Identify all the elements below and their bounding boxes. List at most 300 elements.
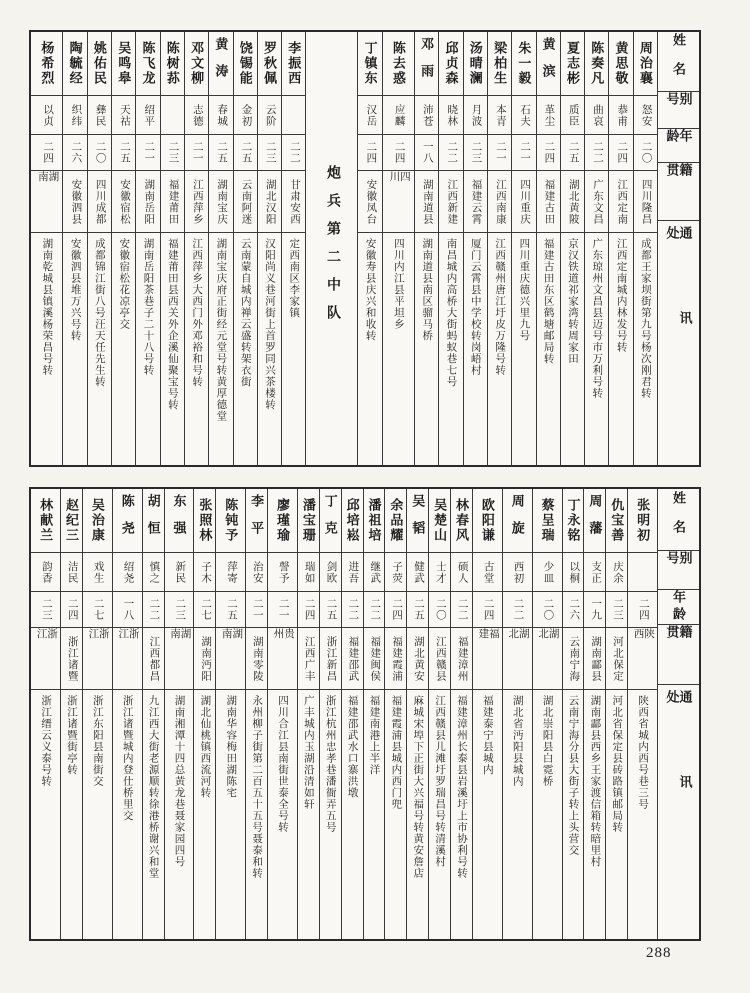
name-cell [473, 489, 502, 553]
native-cell [488, 171, 511, 233]
alias-cell [585, 96, 608, 135]
address-cell [407, 690, 428, 939]
person-column [627, 489, 657, 939]
person-column [532, 489, 562, 939]
person-age: 二三 [470, 141, 482, 164]
native-cell [561, 171, 584, 233]
person-address: 江西赣州唐江圩皮万隆号转 [494, 238, 506, 376]
person-alias: 志德 [191, 103, 203, 127]
header-native-label: 籍贯 [664, 624, 693, 658]
person-age: 二四 [616, 141, 628, 164]
person-native: 湖北 [507, 628, 529, 661]
person-column [406, 489, 428, 939]
person-alias: 庆余 [611, 560, 623, 584]
native-cell [533, 628, 562, 690]
native-cell [112, 171, 135, 233]
person-alias: 质臣 [567, 103, 579, 127]
person-alias: 进吾 [347, 560, 359, 584]
address-cell [63, 233, 86, 465]
native-cell [606, 628, 627, 690]
person-column [502, 489, 532, 939]
native-cell [429, 628, 450, 690]
person-address: 湖南湘潭十四总黄龙巷聂家园四号 [173, 695, 185, 868]
address-cell [88, 233, 111, 465]
person-alias: 革尘 [543, 103, 555, 127]
native-cell [385, 628, 406, 690]
age-cell [209, 135, 232, 171]
address-cell [298, 690, 319, 939]
alias-cell [31, 553, 60, 592]
person-age: 二四 [393, 141, 405, 164]
person-column [164, 489, 194, 939]
person-alias: 慎之 [148, 560, 160, 584]
person-alias: 云阶 [264, 103, 276, 127]
person-native: 云南阿迷 [240, 178, 252, 225]
name-cell [246, 489, 267, 553]
person-native: 湖北黄安 [412, 635, 424, 682]
age-cell [464, 135, 487, 171]
person-name: 黄滨 [540, 36, 556, 91]
person-name: 黄思敬 [613, 41, 629, 86]
native-cell [451, 628, 472, 690]
person-age: 二一 [519, 141, 531, 164]
name-cell [31, 489, 60, 553]
address-cell [634, 233, 657, 465]
age-cell [383, 135, 414, 171]
person-name: 潘宝珊 [300, 498, 316, 543]
person-age: 二四 [543, 141, 555, 164]
person-age: 一八 [421, 141, 433, 164]
person-name: 吴治康 [89, 498, 105, 543]
address-cell [585, 233, 608, 465]
name-cell [451, 489, 472, 553]
name-cell [209, 32, 232, 96]
person-name: 吴韬 [410, 493, 426, 548]
person-native: 四川成都 [94, 178, 106, 225]
person-column [160, 32, 184, 465]
person-age: 二一 [143, 141, 155, 164]
person-column [536, 32, 560, 465]
alias-cell [537, 96, 560, 135]
person-column [605, 489, 627, 939]
person-name: 姚佑民 [91, 41, 107, 86]
person-alias: 健武 [412, 560, 424, 584]
person-column [111, 32, 135, 465]
person-address: 陕西省城内西号巷三号 [637, 695, 649, 810]
person-column [584, 32, 608, 465]
unit-label-cell [306, 32, 357, 465]
address-cell [282, 233, 305, 465]
person-alias: 本青 [494, 103, 506, 127]
age-cell [512, 135, 535, 171]
alias-cell [606, 553, 627, 592]
alias-cell [473, 553, 502, 592]
native-cell [634, 171, 657, 233]
alias-cell [383, 96, 414, 135]
name-cell [83, 489, 112, 553]
person-column [215, 489, 245, 939]
person-native: 湖南 [168, 628, 191, 661]
person-name: 邱培崧 [344, 498, 360, 543]
alias-cell [563, 553, 584, 592]
person-native: 福建闽侯 [369, 635, 381, 682]
name-cell [584, 489, 605, 553]
person-column [193, 489, 215, 939]
header-alias-cell [658, 92, 699, 129]
native-cell [185, 171, 208, 233]
header-name-cell [658, 32, 699, 92]
age-cell [533, 592, 562, 628]
address-cell [246, 690, 267, 939]
native-cell [320, 628, 341, 690]
header-age-cell [658, 590, 699, 625]
header-native-label: 籍贯 [664, 162, 693, 196]
person-age: 二〇 [94, 141, 106, 164]
person-age: 一八 [122, 598, 134, 621]
name-cell [385, 489, 406, 553]
address-cell [31, 233, 62, 465]
person-native: 福建霞浦 [391, 635, 403, 682]
person-name: 廖瑾瑜 [274, 498, 290, 543]
age-cell [63, 135, 86, 171]
person-name: 丁永铭 [565, 498, 581, 543]
address-cell [503, 690, 532, 939]
person-address: 成都王家坝街第九号杨次刚君转 [639, 238, 651, 399]
person-native: 湖北黄陂 [567, 178, 579, 225]
name-cell [488, 32, 511, 96]
age-cell [606, 592, 627, 628]
person-native: 甘肃安西 [289, 178, 301, 225]
person-address: 福建莆田县西关外企溪仙聚宝号转 [166, 238, 178, 411]
age-cell [415, 135, 438, 171]
alias-cell [533, 553, 562, 592]
person-age: 二四 [482, 598, 494, 621]
header-alias-cell [658, 551, 699, 589]
person-column [428, 489, 450, 939]
native-cell [88, 171, 111, 233]
alias-cell [209, 96, 232, 135]
person-alias: 瑞如 [303, 560, 315, 584]
age-cell [112, 135, 135, 171]
name-cell [585, 32, 608, 96]
alias-cell [268, 553, 297, 592]
person-address: 福建泰宁县城内 [481, 695, 493, 776]
person-name: 李振西 [286, 41, 302, 86]
alias-cell [83, 553, 112, 592]
person-age: 二四 [66, 598, 78, 621]
name-cell [533, 489, 562, 553]
address-cell [385, 690, 406, 939]
alias-cell [234, 96, 257, 135]
person-name: 夏志彬 [564, 41, 580, 86]
person-address: 四川内江县平坦乡 [392, 238, 404, 330]
native-cell [61, 628, 82, 690]
name-cell [383, 32, 414, 96]
person-alias: 汉岳 [365, 103, 377, 127]
person-column [208, 32, 232, 465]
person-column [87, 32, 111, 465]
name-cell [194, 489, 215, 553]
person-age: 二七 [200, 598, 212, 621]
person-name: 邓文柳 [189, 41, 205, 86]
person-age: 二五 [118, 141, 130, 164]
alias-cell [143, 553, 164, 592]
name-cell [113, 489, 142, 553]
native-cell [113, 628, 142, 690]
name-cell [609, 32, 632, 96]
header-native-cell [658, 163, 699, 221]
address-cell [113, 690, 142, 939]
name-cell [298, 489, 319, 553]
name-cell [31, 32, 62, 96]
person-name: 陈树荪 [164, 41, 180, 86]
native-cell [258, 171, 281, 233]
person-native: 福建莆田 [167, 178, 179, 225]
person-column [142, 489, 164, 939]
native-cell [63, 171, 86, 233]
person-address: 厦门云霄县中学校转岗峿村 [469, 238, 481, 376]
address-cell [83, 690, 112, 939]
person-address: 汉阳尚义巷河街上首罗同兴茶楼转 [264, 238, 275, 411]
person-age: 二三 [167, 141, 179, 164]
alias-cell [185, 96, 208, 135]
person-name: 林春风 [453, 498, 469, 543]
person-alias: 士才 [434, 560, 446, 584]
name-cell [364, 489, 385, 553]
address-cell [533, 690, 562, 939]
person-address: 湖南道县南区骝马桥 [421, 238, 433, 342]
name-cell [234, 32, 257, 96]
address-cell [342, 690, 363, 939]
person-alias: 恭甫 [616, 103, 628, 127]
address-cell [209, 233, 232, 465]
name-cell [563, 489, 584, 553]
age-cell [429, 592, 450, 628]
name-cell [216, 489, 245, 553]
person-address: 浙江杭州忠孝巷潘衙弄五号 [324, 695, 336, 833]
name-cell [161, 32, 184, 96]
person-native: 福建古田 [543, 178, 555, 225]
person-address: 湖南岳阳茶巷子二十八号转 [142, 238, 154, 376]
person-alias: 西初 [512, 560, 524, 584]
person-alias: 子荧 [391, 560, 403, 584]
person-alias: 曲哀 [592, 103, 603, 127]
person-alias: 绍尧 [122, 560, 134, 584]
person-address: 永州柳子街第二百五十五号聂泰和转 [251, 695, 263, 879]
person-native: 陕西 [632, 628, 655, 661]
person-name: 朱一毅 [516, 41, 532, 86]
person-address: 麻城宋埠下正街大兴福号转黄安詹店 [412, 695, 424, 879]
person-address: 九江西大街老源顺转徐港桥谢兴和堂 [147, 695, 159, 879]
person-age: 二〇 [640, 141, 652, 164]
header-alias-label: 别号 [664, 551, 693, 572]
page-number: 288 [646, 945, 672, 961]
person-address: 福建霞浦县城内西门兜 [390, 695, 402, 810]
person-alias: 以桐 [568, 560, 580, 584]
bottom-roster-table [29, 487, 701, 941]
person-age: 二一 [277, 598, 289, 621]
person-age: 二二 [347, 598, 359, 621]
person-native: 江西新建 [446, 178, 458, 225]
person-column [267, 489, 297, 939]
age-cell [439, 135, 462, 171]
alias-cell [488, 96, 511, 135]
person-name: 林献兰 [38, 498, 54, 543]
name-cell [185, 32, 208, 96]
person-native: 广东文昌 [592, 178, 603, 225]
top-roster-table [29, 30, 701, 467]
address-cell [364, 690, 385, 939]
native-cell [364, 628, 385, 690]
age-cell [31, 592, 60, 628]
address-cell [234, 233, 257, 465]
alias-cell [63, 96, 86, 135]
name-cell [88, 32, 111, 96]
person-address: 湖南酃县西乡王家渡信箱转暗里村 [589, 695, 601, 868]
person-age: 二四 [42, 141, 54, 164]
age-cell [246, 592, 267, 628]
person-address: 广丰城内玉湖沿清如轩 [302, 695, 314, 810]
native-cell [194, 628, 215, 690]
age-cell [136, 135, 159, 171]
person-address: 成都锦江街八号汪天任先生转 [93, 238, 105, 388]
person-name: 邓雨 [419, 36, 435, 91]
age-cell [143, 592, 164, 628]
age-cell [258, 135, 281, 171]
person-name: 张明初 [635, 498, 651, 543]
native-cell [358, 171, 381, 233]
age-cell [385, 592, 406, 628]
person-alias: 子木 [200, 560, 212, 584]
person-name: 胡恒 [145, 493, 161, 548]
person-age: 二四 [391, 598, 403, 621]
address-cell [161, 233, 184, 465]
unit-label-column [305, 32, 357, 465]
person-column [463, 32, 487, 465]
person-name: 蔡呈瑞 [539, 498, 555, 543]
age-cell [634, 135, 657, 171]
person-column [135, 32, 159, 465]
person-native: 湖北 [537, 628, 559, 661]
person-name: 吴鸣皋 [116, 41, 132, 86]
alias-cell [31, 96, 62, 135]
header-name-label: 姓名 [671, 32, 686, 91]
native-cell [503, 628, 532, 690]
person-alias: 沛苍 [421, 103, 433, 127]
person-name: 罗秋佩 [261, 41, 277, 86]
person-alias: 萍寄 [225, 560, 237, 584]
header-age-label: 年龄 [664, 128, 693, 146]
age-cell [320, 592, 341, 628]
person-name: 李平 [249, 493, 265, 548]
person-address: 云南蒙自城内禅云盛转架衣街 [239, 238, 251, 388]
person-column [363, 489, 385, 939]
native-cell [563, 628, 584, 690]
person-alias: 韵香 [40, 560, 52, 584]
address-cell [464, 233, 487, 465]
person-address: 浙江缙云义泰号转 [40, 695, 52, 787]
address-cell [358, 233, 381, 465]
address-cell [383, 233, 414, 465]
name-cell [358, 32, 381, 96]
person-native: 湖南零陵 [251, 635, 263, 682]
name-cell [268, 489, 297, 553]
age-cell [165, 592, 194, 628]
age-cell [488, 135, 511, 171]
person-native: 江西萍乡 [191, 178, 203, 225]
name-cell [429, 489, 450, 553]
person-column [450, 489, 472, 939]
name-cell [634, 32, 657, 96]
native-cell [383, 171, 414, 233]
address-cell [415, 233, 438, 465]
person-column [82, 489, 112, 939]
age-cell [407, 592, 428, 628]
name-cell [628, 489, 657, 553]
person-native: 湖南酃县 [590, 635, 602, 682]
person-age: 二六 [568, 598, 580, 621]
age-cell [561, 135, 584, 171]
address-cell [258, 233, 281, 465]
name-cell [407, 489, 428, 553]
person-alias: 天祜 [118, 103, 130, 127]
native-cell [473, 628, 502, 690]
person-name: 吴楚山 [432, 498, 448, 543]
address-cell [31, 690, 60, 939]
person-age: 二〇 [434, 598, 446, 621]
alias-cell [88, 96, 111, 135]
native-cell [268, 628, 297, 690]
person-column [357, 32, 381, 465]
alias-cell [628, 553, 657, 592]
person-column [414, 32, 438, 465]
name-cell [320, 489, 341, 553]
name-cell [503, 489, 532, 553]
alias-cell [512, 96, 535, 135]
person-age: 二四 [365, 141, 377, 164]
age-cell [584, 592, 605, 628]
person-column [112, 489, 142, 939]
age-cell [216, 592, 245, 628]
person-age: 二六 [70, 141, 82, 164]
person-address: 浙江诸暨城内登仕桥里交 [121, 695, 133, 822]
name-cell [63, 32, 86, 96]
person-age: 二二 [512, 598, 524, 621]
age-cell [537, 135, 560, 171]
person-native: 江西赣县 [434, 635, 446, 682]
person-column [384, 489, 406, 939]
person-alias: 怒安 [640, 103, 652, 127]
person-name: 陈钝予 [223, 498, 239, 543]
native-cell [298, 628, 319, 690]
person-age: 二一 [251, 598, 263, 621]
alias-cell [216, 553, 245, 592]
alias-cell [258, 96, 281, 135]
header-address-cell [658, 685, 699, 939]
age-cell [503, 592, 532, 628]
person-address: 四川合江县南街世泰全号转 [276, 695, 288, 833]
person-alias: 洁民 [66, 560, 78, 584]
person-name: 饶锡能 [237, 41, 253, 86]
person-address: 定西南区李家镇 [288, 238, 300, 319]
person-address: 京汉铁道祁家湾转周家田 [566, 238, 578, 365]
person-native: 福建漳州 [456, 635, 468, 682]
alias-cell [161, 96, 184, 135]
native-cell [83, 628, 112, 690]
person-address: 江西赣县儿滩圩罗瑞昌号转清溪村 [434, 695, 446, 868]
native-cell [282, 171, 305, 233]
person-alias: 治安 [251, 560, 263, 584]
